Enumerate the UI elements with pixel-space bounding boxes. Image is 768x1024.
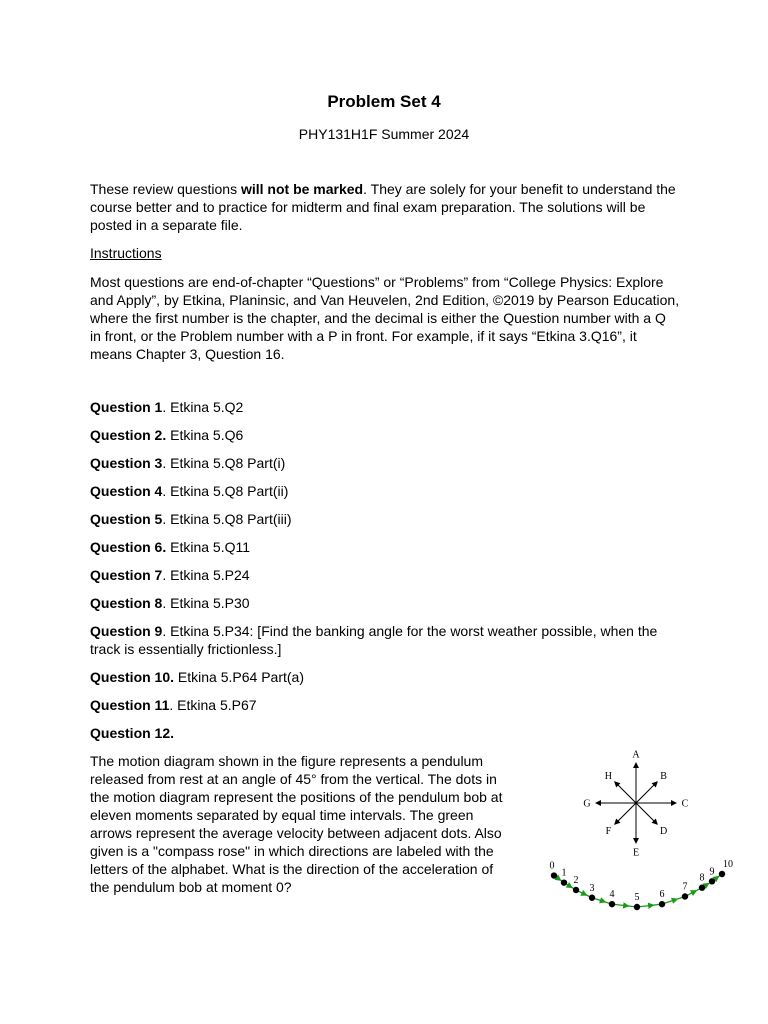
bob-position-dot — [561, 879, 567, 885]
question-text: . Etkina 5.P34: [Find the banking angle for the worst weather possible, when the track is essentially frictionless.] — [90, 623, 658, 657]
question-text: . Etkina 5.Q8 Part(i) — [162, 455, 286, 471]
question-item — [90, 454, 680, 472]
bob-position-label: 10 — [723, 859, 733, 870]
bob-position-dot — [634, 904, 640, 910]
question-label: Question 4 — [90, 483, 163, 499]
instructions-paragraph: Most questions are end-of-chapter “Questions” or “Problems” from “College Physics: Explore and Apply”, by Etkina, Planinsic, and Van Heuvelen, 2nd Edition, ©2019 by Pearson Education, where the first number is the chapter, and the decimal is either the Question number with a Q in front, or the Problem number with a P in front. For example, if it says “Etkina 3.Q16”, it means Chapter 3, Question 16. — [90, 274, 680, 362]
question-item — [90, 482, 680, 500]
compass-label: B — [660, 770, 667, 782]
question-label: Question 10. — [90, 669, 175, 685]
intro-paragraph — [90, 180, 680, 234]
bob-position-label: 6 — [659, 889, 665, 901]
compass-label: C — [681, 798, 689, 810]
question-item — [90, 398, 680, 416]
question-label: Question 11 — [90, 697, 170, 713]
compass-label: H — [604, 770, 613, 782]
question-text: . Etkina 5.Q2 — [162, 399, 244, 415]
compass-arrow — [636, 782, 657, 803]
question-item — [90, 566, 680, 584]
intro-bold-text: will not be marked — [240, 181, 364, 197]
question-text: Etkina 5.P64 Part(a) — [174, 669, 304, 685]
instructions-heading: Instructions — [90, 245, 162, 261]
bob-position-dot — [589, 895, 595, 901]
question-text: . Etkina 5.Q8 Part(ii) — [162, 483, 289, 499]
question-item — [90, 622, 680, 658]
question-label: Question 2. — [90, 427, 167, 443]
question-item — [90, 538, 680, 556]
bob-position-dot — [573, 887, 579, 893]
compass-label: G — [583, 798, 591, 810]
question-12-text: The motion diagram shown in the figure represents a pendulum released from rest at an angle of 45° from the vertical. The dots in the motion diagram represent the positions of the pendulum bob at eleven moments separated by equal time intervals. The green arrows represent the average velocity between adjacent dots. Also given is a "compass rose" in which directions are labeled with the letters of the alphabet. What is the direction of the acceleration of the pendulum bob at moment 0? — [90, 753, 503, 895]
question-label: Question 9 — [90, 623, 163, 639]
question-text: Etkina 5.Q11 — [166, 539, 251, 555]
bob-position-label: 5 — [634, 892, 640, 903]
question-item — [90, 594, 680, 612]
bob-position-label: 8 — [699, 872, 705, 884]
bob-position-label: 0 — [549, 860, 555, 872]
bob-position-label: 1 — [561, 867, 567, 879]
compass-label: D — [659, 826, 668, 838]
question-label: Question 3 — [90, 455, 163, 471]
course-subtitle: PHY131H1F Summer 2024 — [298, 126, 470, 142]
bob-position-dot — [609, 901, 615, 907]
bob-position-label: 2 — [573, 875, 579, 887]
intro-text-before: These review questions — [90, 181, 241, 197]
compass-label: E — [632, 847, 640, 859]
question-item — [90, 426, 680, 444]
pendulum-figure — [540, 750, 740, 920]
question-item — [90, 668, 680, 686]
bob-position-dot — [551, 872, 557, 878]
bob-position-dot — [682, 893, 688, 899]
pendulum-diagram — [540, 750, 740, 920]
question-item — [90, 724, 680, 742]
compass-label: F — [605, 826, 612, 838]
bob-position-label: 3 — [589, 882, 595, 894]
question-text: . Etkina 5.P24 — [162, 567, 250, 583]
question-text: . Etkina 5.Q8 Part(iii) — [162, 511, 292, 527]
question-label: Question 5 — [90, 511, 163, 527]
question-text: . Etkina 5.P30 — [162, 595, 250, 611]
compass-arrow — [615, 803, 636, 824]
question-label: Question 12. — [90, 725, 175, 741]
compass-label: A — [632, 750, 640, 761]
question-text: . Etkina 5.P67 — [169, 697, 257, 713]
compass-arrow — [615, 782, 636, 803]
bob-position-label: 9 — [709, 866, 715, 878]
question-item — [90, 510, 680, 528]
question-label: Question 7 — [90, 567, 163, 583]
page-title: Problem Set 4 — [327, 92, 441, 111]
question-label: Question 1 — [90, 399, 163, 415]
question-label: Question 8 — [90, 595, 163, 611]
question-item — [90, 696, 680, 714]
bob-position-label: 7 — [682, 881, 688, 893]
intro-text-after: . They are solely for your benefit to understand the course better and to practice for midterm and final exam preparation. The solutions will be posted in a separate file. — [90, 181, 676, 233]
bob-position-label: 4 — [609, 889, 615, 901]
compass-arrow — [636, 803, 657, 824]
question-text: Etkina 5.Q6 — [166, 427, 244, 443]
bob-position-dot — [719, 871, 725, 877]
bob-position-dot — [699, 885, 705, 891]
question-label: Question 6. — [90, 539, 167, 555]
bob-position-dot — [709, 878, 715, 884]
question-list — [90, 398, 680, 752]
bob-position-dot — [659, 901, 665, 907]
